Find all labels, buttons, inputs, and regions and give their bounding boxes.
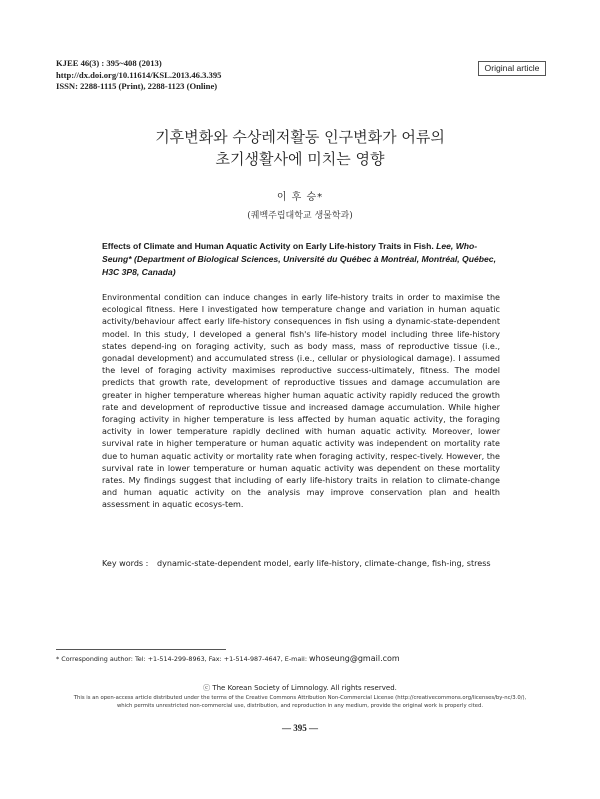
journal-header [56, 58, 221, 93]
license-notice [40, 694, 560, 710]
korean-title-line2: 초기생활사에 미치는 영향 [215, 150, 385, 168]
korean-title-line1: 기후변화와 수상레저활동 인구변화가 어류의 [155, 128, 445, 146]
issn-line: ISSN: 2288-1115 (Print), 2288-1123 (Online) [56, 81, 218, 91]
korean-author: 이 후 승* [276, 192, 324, 203]
copyright-notice: ⓒ The Korean Society of Limnology. All rights reserved. [203, 684, 397, 692]
journal-citation: KJEE 46(3) : 395~408 (2013) [56, 58, 162, 68]
article-type-badge: Original article [478, 61, 546, 76]
keywords-text: dynamic-state-dependent model, early life-history, climate-change, fish-ing, stress [157, 559, 491, 568]
license-line1: This is an open-access article distributed under the terms of the Creative Commons Attribution Non-Commercial License (http://creativecommons.org/licenses/by-nc/3.0/), [73, 695, 527, 701]
footnote-text: * Corresponding author: Tel: +1-514-299-8963, Fax: +1-514-987-4647, E-mail: [56, 655, 307, 663]
author-email[interactable]: whoseung@gmail.com [309, 654, 400, 663]
korean-affiliation: (퀘벡주립대학교 생물학과) [247, 211, 353, 221]
english-title-block [102, 240, 500, 279]
doi-link[interactable]: http://dx.doi.org/10.11614/KSL.2013.46.3.395 [56, 69, 222, 80]
english-author-affiliation: Lee, Who-Seung* (Department of Biological Sciences, Université du Québec à Montréal, Montréal, Québec, H3C 3P8, Canada) [102, 241, 496, 277]
license-line2: which permits unrestricted non-commercial use, distribution, and reproduction in any medium, provide the original work is properly cited. [116, 703, 484, 709]
english-title: Effects of Climate and Human Aquatic Activity on Early Life-history Traits in Fish. [102, 241, 434, 251]
abstract: Environmental condition can induce changes in early life-history traits in order to maximise the ecological fitness. Here I investigated how temperature change and variation in human aquatic activity/behaviour affect early life-history consequences in fish using a dynamic-state-dependent model. In this study, I developed a general fish's life-history model including three life-history states depend-ing on foraging activity, such as body mass, mass of reproductive tissue (i.e., gonadal development) and accumulated stress (i.e., cellular or physiological damage). I assumed the level of foraging activity maximises reproductive success-ultimately, fitness. The model predicts that growth rate, development of reproductive tissues and damage accumulation are greater in higher temperature whereas higher human aquatic activity rapidly reduced the growth rate and development of reproductive tissue and increased damage accumulation. While higher foraging activity in higher temperature is less affected by human aquatic activity, the foraging activity in lower temperature rapidly declined with human aquatic activity. Moreover, lower survival rate in higher temperature or human aquatic activity was independent on mortality rate due to human aquatic activity or mortality rate when foraging activity, respec-tively. However, the survival rate in lower temperature or human aquatic activity was dependent on these mortality rates. My findings suggest that including of early life-history traits in relation to climate-change and human aquatic activity on the analysis may improve conservation plan and health assessment in aquatic ecosys-tem. [102, 293, 500, 510]
footnote-divider [56, 649, 226, 650]
corresponding-author-footnote [56, 654, 546, 664]
page-number: — 395 — [282, 723, 318, 733]
keywords [102, 558, 500, 570]
keywords-label: Key words : [102, 559, 149, 568]
